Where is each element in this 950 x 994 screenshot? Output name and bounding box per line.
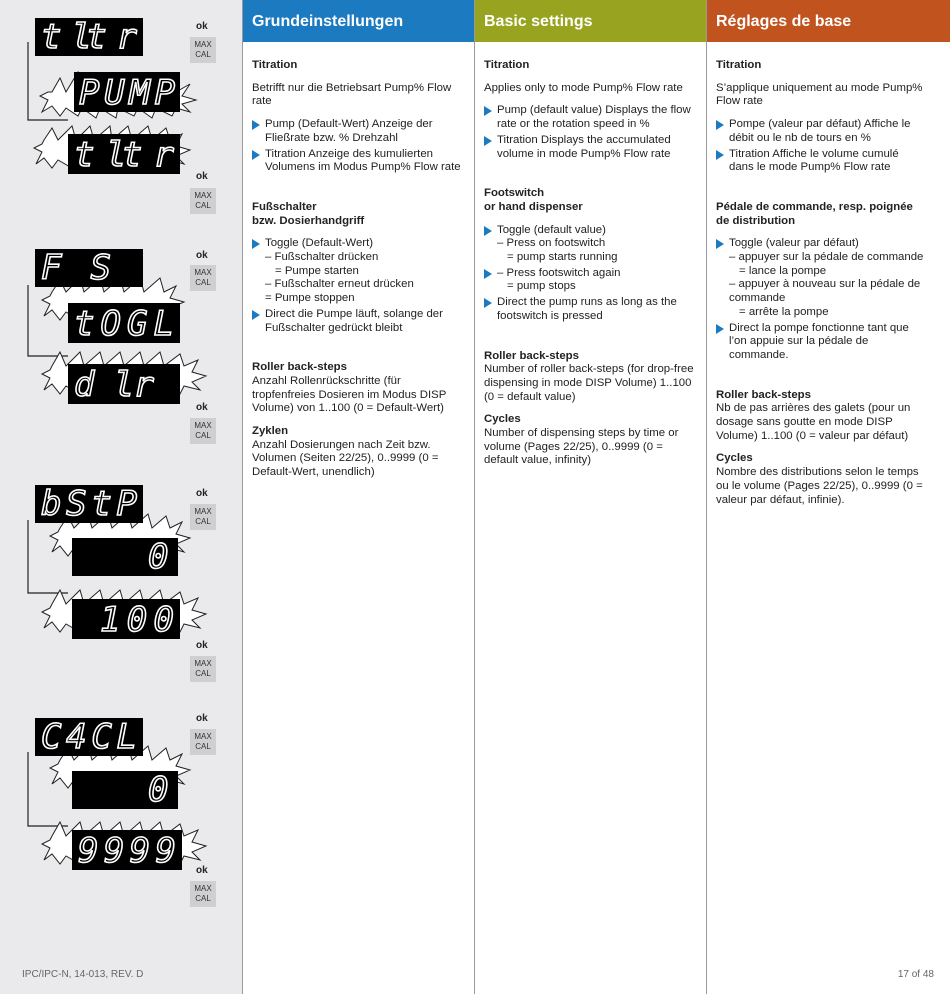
column-header: Basic settings — [475, 0, 706, 42]
section-text: Anzahl Dosierungen nach Zeit bzw. Volumen (Seiten 22/25), 0..9999 (0 = Default-Wert, unendlich) — [252, 438, 439, 479]
list-item: Direct die Pumpe läuft, solange der Fußschalter gedrückt bleibt — [252, 308, 466, 335]
section-title: Cycles — [484, 413, 521, 426]
column-french — [707, 0, 950, 994]
max-cal-button[interactable]: MAX CAL — [190, 656, 216, 682]
section-text: S’applique uniquement au mode Pump% Flow rate — [716, 81, 923, 108]
lcd-display-titr-selected — [68, 134, 180, 174]
list-item: Toggle (valeur par défaut) – appuyer sur la pédale de commande = lance la pompe – appuyer à nouveau sur la pédale de commande = arrête la pompe — [716, 237, 926, 319]
section-text: Nombre des distributions selon le temps ou le volume (Pages 22/25), 0..9999 (0 = valeur par défaut, infinie). — [716, 466, 923, 506]
section-title: Zyklen — [252, 425, 289, 438]
list-item: Pump (default value) Displays the flow rate or the rotation speed in % — [484, 104, 698, 131]
svg-text:bStP: bStP — [41, 485, 137, 523]
svg-text:t lt r: t lt r — [74, 135, 174, 174]
max-cal-button[interactable]: MAX CAL — [190, 418, 216, 444]
section-title: Roller back-steps — [716, 388, 811, 401]
bullet-triangle-icon — [484, 136, 492, 146]
bullet-triangle-icon — [484, 226, 492, 236]
svg-text:0: 0 — [148, 538, 169, 576]
lcd-display-cycl-max — [72, 830, 182, 870]
section-text: Anzahl Rollenrückschritte (für tropfenfreies Dosieren im Modus DISP Volume) von 1..100 (0 = Default-Wert) — [252, 374, 447, 415]
section-text: Number of roller back-steps (for drop-free dispensing in mode DISP Volume) 1..100 (0 = default value) — [484, 363, 694, 403]
lcd-display-bstp — [35, 485, 143, 523]
ok-button-label[interactable]: ok — [196, 250, 208, 261]
list-item: Direct la pompe fonctionne tant que l’on appuie sur la pédale de commande. — [716, 322, 926, 363]
max-cal-button[interactable]: MAX CAL — [190, 504, 216, 530]
section-text: Betrifft nur die Betriebsart Pump% Flow rate — [252, 81, 452, 108]
page-number: 17 of 48 — [897, 969, 934, 980]
section-text: Applies only to mode Pump% Flow rate — [484, 81, 683, 94]
bullet-triangle-icon — [484, 106, 492, 116]
max-cal-button[interactable]: MAX CAL — [190, 881, 216, 907]
max-cal-button[interactable]: MAX CAL — [190, 729, 216, 755]
svg-text:100: 100 — [100, 600, 174, 639]
ok-button-label[interactable]: ok — [196, 865, 208, 876]
list-item: Pump (Default-Wert) Anzeige der Fließrate bzw. % Drehzahl — [252, 118, 466, 145]
column-header: Grundeinstellungen — [243, 0, 474, 42]
bullet-triangle-icon — [716, 239, 724, 249]
lcd-display-bstp-min — [72, 538, 178, 576]
list-item: Toggle (default value) – Press on footswitch = pump starts running — [484, 224, 698, 265]
ok-button-label[interactable]: ok — [196, 640, 208, 651]
lcd-display-titr — [35, 18, 143, 56]
list-item: Toggle (Default-Wert) – Fußschalter drücken = Pumpe starten – Fußschalter erneut drücken = Pumpe stoppen — [252, 237, 466, 306]
section-title: Pédale de commande, resp. poignée de distribution — [716, 200, 913, 227]
list-item: Titration Affiche le volume cumulé dans le mode Pump% Flow rate — [716, 148, 926, 175]
svg-text:tOGL: tOGL — [74, 304, 174, 343]
list-item: Pompe (valeur par défaut) Affiche le débit ou le nb de tours en % — [716, 118, 926, 145]
bullet-triangle-icon — [252, 239, 260, 249]
column-german — [243, 0, 475, 994]
svg-text:t lt r: t lt r — [41, 18, 137, 56]
svg-text:FS: FS — [41, 249, 111, 287]
bullet-triangle-icon — [716, 150, 724, 160]
svg-text:C4CL: C4CL — [41, 718, 137, 756]
section-title: Roller back-steps — [484, 349, 579, 362]
section-title: Titration — [484, 59, 530, 71]
section-title: Titration — [252, 59, 298, 71]
document-reference: IPC/IPC-N, 14-013, REV. D — [22, 969, 144, 980]
list-item: Titration Displays the accumulated volume in mode Pump% Flow rate — [484, 134, 698, 161]
svg-text:9999: 9999 — [78, 831, 176, 870]
bullet-triangle-icon — [716, 120, 724, 130]
svg-text:PUMP: PUMP — [79, 73, 175, 112]
ok-button-label[interactable]: ok — [196, 713, 208, 724]
lcd-display-pump — [74, 72, 180, 112]
list-item: Titration Anzeige des kumulierten Volumens im Modus Pump% Flow rate — [252, 148, 466, 175]
lcd-display-fs — [35, 249, 143, 287]
section-text: Number of dispensing steps by time or volume (Pages 22/25), 0..9999 (0 = default value, infinity) — [484, 427, 679, 467]
lcd-display-cycl-min — [72, 771, 178, 809]
ok-button-label[interactable]: ok — [196, 488, 208, 499]
bullet-triangle-icon — [716, 324, 724, 334]
bullet-triangle-icon — [252, 120, 260, 130]
bullet-triangle-icon — [484, 298, 492, 308]
ok-button-label[interactable]: ok — [196, 171, 208, 182]
section-title: Fußschalter bzw. Dosierhandgriff — [252, 200, 365, 227]
bullet-triangle-icon — [252, 150, 260, 160]
section-text: Nb de pas arrières des galets (pour un dosage sans goutte en mode DISP Volume) 1..100 (0 = valeur par défaut) — [716, 402, 911, 442]
lcd-display-cycl — [35, 718, 143, 756]
max-cal-button[interactable]: MAX CAL — [190, 37, 216, 63]
svg-text:0: 0 — [148, 771, 169, 809]
lcd-display-togl — [68, 303, 180, 343]
max-cal-button[interactable]: MAX CAL — [190, 188, 216, 214]
column-english — [475, 0, 707, 994]
section-title: Roller back-steps — [252, 361, 347, 374]
section-title: Titration — [716, 59, 762, 71]
svg-text:d lr: d lr — [74, 365, 154, 404]
list-item: – Press footswitch again = pump stops — [484, 267, 698, 294]
lcd-display-dir — [68, 364, 180, 404]
column-header: Réglages de base — [707, 0, 950, 42]
bullet-triangle-icon — [484, 269, 492, 279]
ok-button-label[interactable]: ok — [196, 21, 208, 32]
section-title: Footswitch or hand dispenser — [484, 187, 583, 213]
max-cal-button[interactable]: MAX CAL — [190, 265, 216, 291]
list-item: Direct the pump runs as long as the footswitch is pressed — [484, 296, 698, 323]
lcd-display-bstp-max — [72, 599, 180, 639]
bullet-triangle-icon — [252, 310, 260, 320]
section-title: Cycles — [716, 452, 753, 465]
ok-button-label[interactable]: ok — [196, 402, 208, 413]
